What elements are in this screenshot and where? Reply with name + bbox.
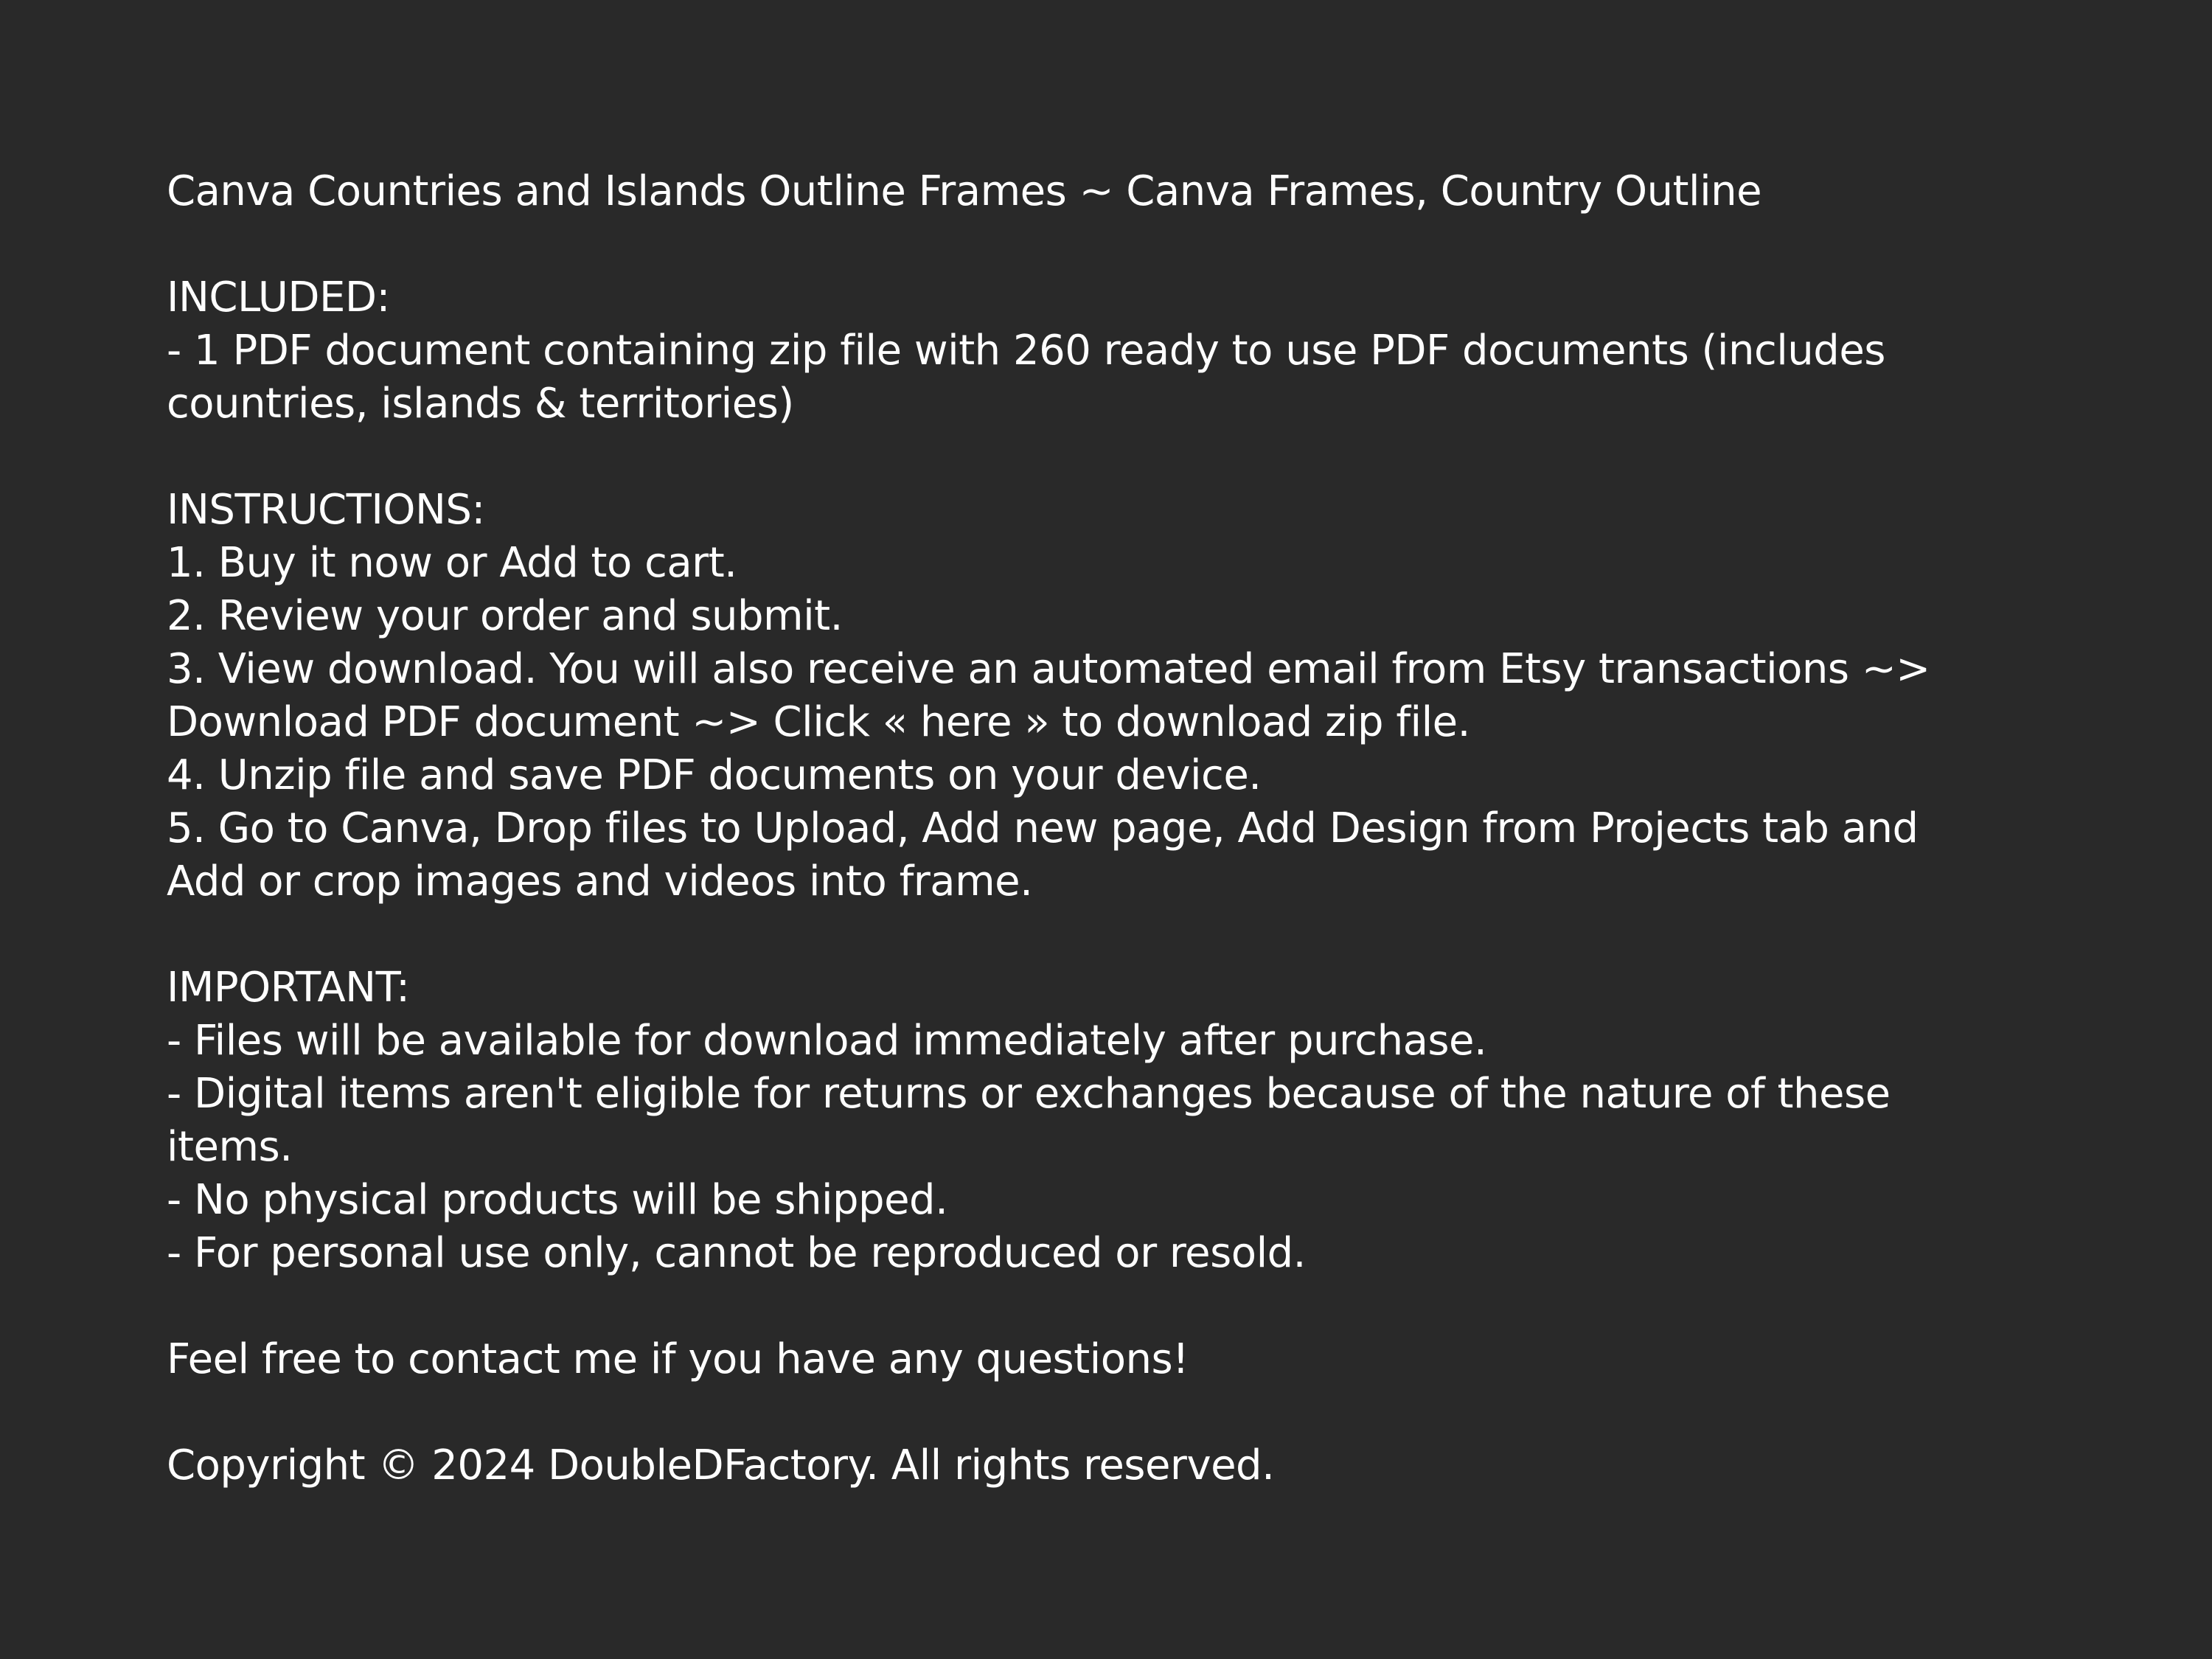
instruction-step: Add or crop images and videos into frame. bbox=[167, 858, 1033, 905]
product-title: Canva Countries and Islands Outline Frames ~ Canva Frames, Country Outline bbox=[167, 167, 1762, 215]
important-heading: IMPORTANT: bbox=[167, 964, 410, 1012]
important-item: - Files will be available for download immediately after purchase. bbox=[167, 1017, 1487, 1065]
instruction-step: 4. Unzip file and save PDF documents on your device. bbox=[167, 751, 1262, 799]
instructions-heading: INSTRUCTIONS: bbox=[167, 486, 485, 534]
important-item: items. bbox=[167, 1123, 293, 1171]
important-item: - For personal use only, cannot be reproduced or resold. bbox=[167, 1229, 1306, 1277]
included-heading: INCLUDED: bbox=[167, 274, 390, 321]
included-item: - 1 PDF document containing zip file with 260 ready to use PDF documents (includes bbox=[167, 327, 1885, 375]
copyright-notice: Copyright © 2024 DoubleDFactory. All rights reserved. bbox=[167, 1441, 1275, 1489]
instruction-step: 5. Go to Canva, Drop files to Upload, Add new page, Add Design from Projects tab and bbox=[167, 804, 1919, 852]
important-item: - No physical products will be shipped. bbox=[167, 1176, 948, 1224]
contact-note: Feel free to contact me if you have any questions! bbox=[167, 1335, 1189, 1383]
instruction-step: Download PDF document ~> Click « here » to download zip file. bbox=[167, 698, 1470, 746]
instruction-step: 1. Buy it now or Add to cart. bbox=[167, 539, 737, 587]
description-text-block bbox=[167, 165, 2054, 1492]
spacer bbox=[167, 1280, 2054, 1333]
spacer bbox=[167, 1386, 2054, 1439]
instruction-step: 2. Review your order and submit. bbox=[167, 592, 843, 640]
included-item: countries, islands & territories) bbox=[167, 380, 794, 428]
spacer bbox=[167, 431, 2054, 484]
spacer bbox=[167, 908, 2054, 961]
spacer bbox=[167, 218, 2054, 271]
instruction-step: 3. View download. You will also receive an automated email from Etsy transactions ~> bbox=[167, 645, 1930, 693]
important-item: - Digital items aren't eligible for returns or exchanges because of the nature of these bbox=[167, 1070, 1891, 1118]
